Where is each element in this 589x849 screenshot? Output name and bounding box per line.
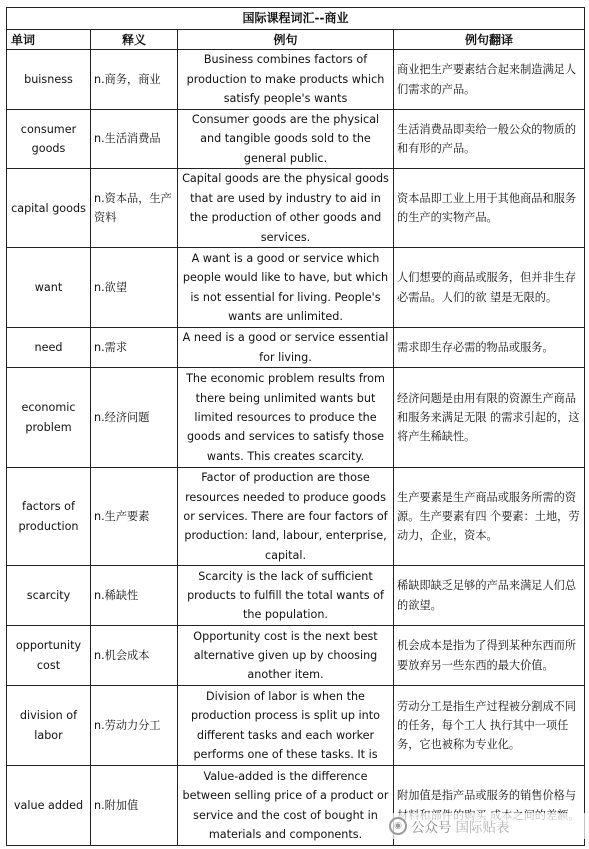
table-row	[7, 110, 585, 169]
wechat-logo-icon: ◉	[389, 817, 407, 835]
word-cell: factors of production	[7, 468, 91, 566]
watermark-prefix: 公众号	[411, 820, 452, 836]
word-cell: buisness	[7, 50, 91, 110]
example-cell: Scarcity is the lack of sufficient products to fulfill the total wants of the population.	[178, 566, 394, 626]
meaning-cell: n.经济问题	[91, 368, 178, 468]
translation-cell: 资本品即工业上用于其他商品和服务的生产的实物产品。	[394, 169, 585, 248]
meaning-cell: n.资本品，生产资料	[91, 169, 178, 248]
word-cell: economic problem	[7, 368, 91, 468]
example-cell: Value-added is the difference between selling price of a product or service and the cost of bought in materials and components.	[178, 766, 394, 846]
word-cell: opportunity cost	[7, 626, 91, 686]
meaning-cell: n.劳动力分工	[91, 686, 178, 766]
header-row	[7, 30, 585, 50]
translation-cell: 劳动分工是指生产过程被分割成不同的任务，每个工人 执行其中一项任务，它也被称为专业化。	[394, 686, 585, 766]
table-row	[7, 248, 585, 328]
translation-cell: 生产要素是生产商品或服务所需的资源。生产要素有四 个要素：土地，劳动力，企业，资本。	[394, 468, 585, 566]
translation-cell: 生活消费品即卖给一般公众的物质的和有形的产品。	[394, 110, 585, 169]
example-cell: Division of labor is when the production process is split up into different tasks and each worker performs one of these tasks. It is	[178, 686, 394, 766]
example-cell: Business combines factors of production to make products which satisfy people's wants	[178, 50, 394, 110]
meaning-cell: n.机会成本	[91, 626, 178, 686]
translation-cell: 经济问题是由用有限的资源生产商品和服务来满足无限 的需求引起的，这将产生稀缺性。	[394, 368, 585, 468]
table-title-row	[7, 8, 585, 30]
word-cell: want	[7, 248, 91, 328]
word-cell: capital goods	[7, 169, 91, 248]
table-row	[7, 626, 585, 686]
meaning-cell: n.稀缺性	[91, 566, 178, 626]
meaning-cell: n.欲望	[91, 248, 178, 328]
watermark-name: 国际贴表	[455, 820, 510, 836]
header-example: 例句	[178, 30, 394, 50]
example-cell: A need is a good or service essential for living.	[178, 328, 394, 368]
table-row	[7, 50, 585, 110]
table-row	[7, 169, 585, 248]
word-cell: value added	[7, 766, 91, 846]
translation-cell: 需求即生存必需的物品或服务。	[394, 328, 585, 368]
watermark	[389, 813, 585, 839]
vocabulary-table	[6, 7, 585, 846]
example-cell: Opportunity cost is the next best alternative given up by choosing another item.	[178, 626, 394, 686]
table-row	[7, 328, 585, 368]
translation-cell: 机会成本是指为了得到某种东西而所要放弃另一些东西的最大价值。	[394, 626, 585, 686]
translation-cell: 人们想要的商品或服务，但并非生存必需品。人们的欲 望是无限的。	[394, 248, 585, 328]
table-row	[7, 468, 585, 566]
header-translation: 例句翻译	[394, 30, 585, 50]
meaning-cell: n.生活消费品	[91, 110, 178, 169]
table-row	[7, 686, 585, 766]
example-cell: Consumer goods are the physical and tangible goods sold to the general public.	[178, 110, 394, 169]
translation-cell: 附加值是指产品或服务的销售价格与	[394, 766, 585, 846]
table-row	[7, 566, 585, 626]
table-row	[7, 368, 585, 468]
word-cell: need	[7, 328, 91, 368]
word-cell: division of labor	[7, 686, 91, 766]
example-cell: Capital goods are the physical goods that are used by industry to aid in the production of other goods and services.	[178, 169, 394, 248]
header-word: 单词	[7, 30, 91, 50]
meaning-cell: n.附加值	[91, 766, 178, 846]
table-title: 国际课程词汇--商业	[7, 8, 585, 30]
meaning-cell: n.生产要素	[91, 468, 178, 566]
meaning-cell: n.需求	[91, 328, 178, 368]
word-cell: scarcity	[7, 566, 91, 626]
meaning-cell: n.商务，商业	[91, 50, 178, 110]
word-cell: consumer goods	[7, 110, 91, 169]
translation-cell: 商业把生产要素结合起来制造满足人们需求的产品。	[394, 50, 585, 110]
translation-cell: 稀缺即缺乏足够的产品来满足人们总的欲望。	[394, 566, 585, 626]
example-cell: A want is a good or service which people would like to have, but which is not essential for living. People's wants are unlimited.	[178, 248, 394, 328]
example-cell: The economic problem results from there being unlimited wants but limited resources to produce the goods and services to satisfy those wants. This creates scarcity.	[178, 368, 394, 468]
example-cell: Factor of production are those resources needed to produce goods or services. There are four factors of production: land, labour, enterprise, capital.	[178, 468, 394, 566]
header-meaning: 释义	[91, 30, 178, 50]
